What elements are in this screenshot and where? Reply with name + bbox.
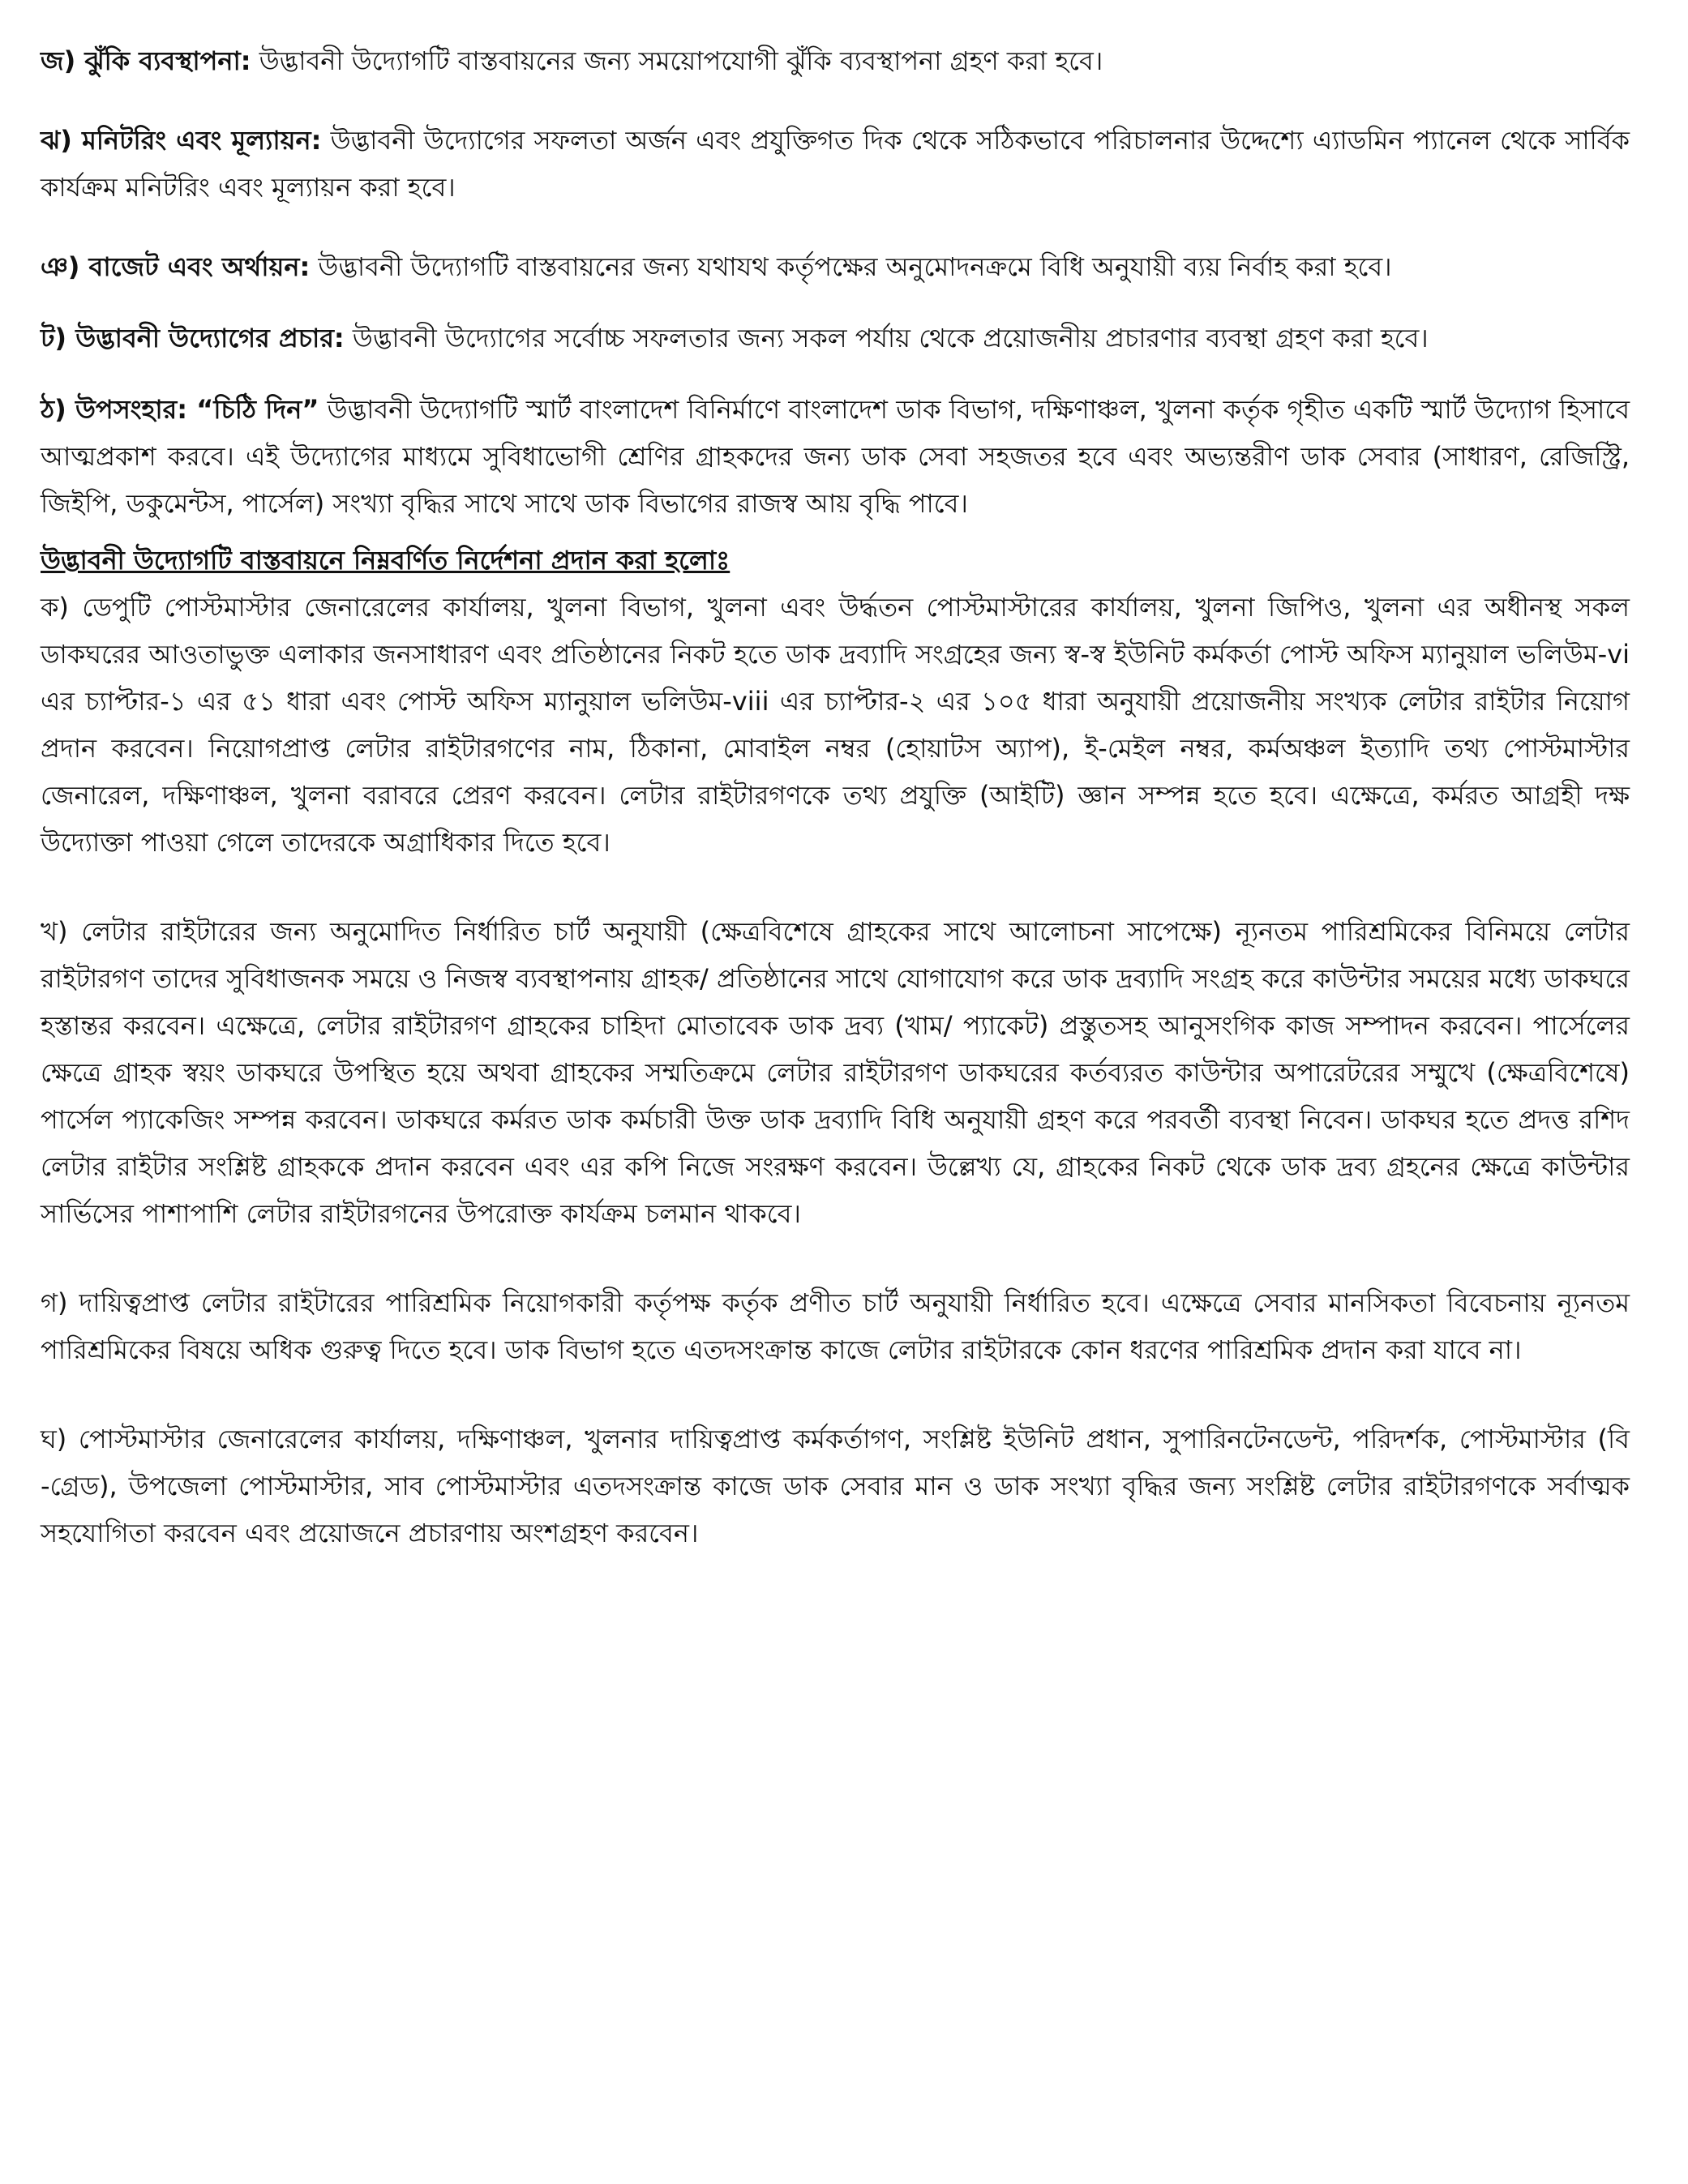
section-text: উদ্ভাবনী উদ্যোগের সফলতা অর্জন এবং প্রযুক্তিগত দিক থেকে সঠিকভাবে পরিচালনার উদ্দেশ্যে এ্যাডমিন প্যানেল থেকে সার্বিক কার্যক্রম মনিটরিং এবং মূল্যায়ন করা হবে। bbox=[41, 125, 1630, 203]
section-promotion bbox=[41, 315, 1630, 362]
section-text: উদ্ভাবনী উদ্যোগটি স্মার্ট বাংলাদেশ বিনির্মাণে বাংলাদেশ ডাক বিভাগ, দক্ষিণাঞ্চল, খুলনা কর্তৃক গৃহীত একটি স্মার্ট উদ্যোগ হিসাবে আত্মপ্রকাশ করবে। এই উদ্যোগের মাধ্যমে সুবিধাভোগী শ্রেণির গ্রাহকদের জন্য ডাক সেবা সহজতর হবে এবং অভ্যন্তরীণ ডাক সেবার (সাধারণ, রেজিস্ট্রি, জিইপি, ডকুমেন্টস, পার্সেল) সংখ্যা বৃদ্ধির সাথে সাথে ডাক বিভাগের রাজস্ব আয় বৃদ্ধি পাবে। bbox=[41, 394, 1630, 519]
section-label: ঝ) মনিটরিং এবং মূল্যায়ন: bbox=[41, 125, 322, 156]
section-text: উদ্ভাবনী উদ্যোগের সর্বোচ্চ সফলতার জন্য সকল পর্যায় থেকে প্রয়োজনীয় প্রচারণার ব্যবস্থা গ্রহণ করা হবে। bbox=[344, 323, 1429, 353]
directive-gha: ঘ) পোস্টমাস্টার জেনারেলের কার্যালয়, দক্ষিণাঞ্চল, খুলনার দায়িত্বপ্রাপ্ত কর্মকর্তাগণ, সংশ্লিষ্ট ইউনিট প্রধান, সুপারিনটেনডেন্ট, পরিদর্শক, পোস্টমাস্টার (বি -গ্রেড), উপজেলা পোস্টমাস্টার, সাব পোস্টমাস্টার এতদসংক্রান্ত কাজে ডাক সেবার মান ও ডাক সংখ্যা বৃদ্ধির জন্য সংশ্লিষ্ট লেটার রাইটারগণকে সর্বাত্মক সহযোগিতা করবেন এবং প্রয়োজনে প্রচারণায় অংশগ্রহণ করবেন। bbox=[41, 1424, 1630, 1548]
section-label: ট) উদ্ভাবনী উদ্যোগের প্রচার: bbox=[41, 323, 345, 353]
section-budget bbox=[41, 243, 1630, 290]
directives-heading: উদ্ভাবনী উদ্যোগটি বাস্তবায়নে নিম্নবর্ণিত নির্দেশনা প্রদান করা হলোঃ bbox=[41, 545, 730, 576]
section-risk-management bbox=[41, 37, 1630, 84]
section-text: উদ্ভাবনী উদ্যোগটি বাস্তবায়নের জন্য যথাযথ কর্তৃপক্ষের অনুমোদনক্রমে বিধি অনুযায়ী ব্যয় নির্বাহ করা হবে। bbox=[310, 251, 1392, 282]
section-conclusion bbox=[41, 386, 1630, 527]
section-label: জ) ঝুঁকি ব্যবস্থাপনা: bbox=[41, 45, 251, 76]
directive-ga: গ) দায়িত্বপ্রাপ্ত লেটার রাইটারের পারিশ্রমিক নিয়োগকারী কর্তৃপক্ষ কর্তৃক প্রণীত চার্ট অনুযায়ী নির্ধারিত হবে। এক্ষেত্রে সেবার মানসিকতা বিবেচনায় ন্যূনতম পারিশ্রমিকের বিষয়ে অধিক গুরুত্ব দিতে হবে। ডাক বিভাগ হতে এতদসংক্রান্ত কাজে লেটার রাইটারকে কোন ধরণের পারিশ্রমিক প্রদান করা যাবে না। bbox=[41, 1287, 1630, 1365]
section-label: ঞ) বাজেট এবং অর্থায়ন: bbox=[41, 251, 311, 282]
section-label: ঠ) উপসংহার: “চিঠি দিন” bbox=[41, 394, 319, 425]
directive-ka: ক) ডেপুটি পোস্টমাস্টার জেনারেলের কার্যালয়, খুলনা বিভাগ, খুলনা এবং উর্দ্ধতন পোস্টমাস্টারের কার্যালয়, খুলনা জিপিও, খুলনা এর অধীনস্থ সকল ডাকঘরের আওতাভুক্ত এলাকার জনসাধারণ এবং প্রতিষ্ঠানের নিকট হতে ডাক দ্রব্যাদি সংগ্রহের জন্য স্ব-স্ব ইউনিট কর্মকর্তা পোস্ট অফিস ম্যানুয়াল ভলিউম-vi এর চ্যাপ্টার-১ এর ৫১ ধারা এবং পোস্ট অফিস ম্যানুয়াল ভলিউম-viii এর চ্যাপ্টার-২ এর ১০৫ ধারা অনুযায়ী প্রয়োজনীয় সংখ্যক লেটার রাইটার নিয়োগ প্রদান করবেন। নিয়োগপ্রাপ্ত লেটার রাইটারগণের নাম, ঠিকানা, মোবাইল নম্বর (হোয়াটস অ্যাপ), ই-মেইল নম্বর, কর্মঅঞ্চল ইত্যাদি তথ্য পোস্টমাস্টার জেনারেল, দক্ষিণাঞ্চল, খুলনা বরাবরে প্রেরণ করবেন। লেটার রাইটারগণকে তথ্য প্রযুক্তি (আইটি) জ্ঞান সম্পন্ন হতে হবে। এক্ষেত্রে, কর্মরত আগ্রহী দক্ষ উদ্যোক্তা পাওয়া গেলে তাদেরকে অগ্রাধিকার দিতে হবে। bbox=[41, 592, 1630, 858]
section-text: উদ্ভাবনী উদ্যোগটি বাস্তবায়নের জন্য সময়োপযোগী ঝুঁকি ব্যবস্থাপনা গ্রহণ করা হবে। bbox=[251, 45, 1103, 76]
directive-kha: খ) লেটার রাইটারের জন্য অনুমোদিত নির্ধারিত চার্ট অনুযায়ী (ক্ষেত্রবিশেষে গ্রাহকের সাথে আলোচনা সাপেক্ষে) ন্যূনতম পারিশ্রমিকের বিনিময়ে লেটার রাইটারগণ তাদের সুবিধাজনক সময়ে ও নিজস্ব ব্যবস্থাপনায় গ্রাহক/ প্রতিষ্ঠানের সাথে যোগাযোগ করে ডাক দ্রব্যাদি সংগ্রহ করে কাউন্টার সময়ের মধ্যে ডাকঘরে হস্তান্তর করবেন। এক্ষেত্রে, লেটার রাইটারগণ গ্রাহকের চাহিদা মোতাবেক ডাক দ্রব্য (খাম/ প্যাকেট) প্রস্তুতসহ আনুসংগিক কাজ সম্পাদন করবেন। পার্সেলের ক্ষেত্রে গ্রাহক স্বয়ং ডাকঘরে উপস্থিত হয়ে অথবা গ্রাহকের সম্মতিক্রমে লেটার রাইটারগণ ডাকঘরের কর্তব্যরত কাউন্টার অপারেটরের সম্মুখে (ক্ষেত্রবিশেষে) পার্সেল প্যাকেজিং সম্পন্ন করবেন। ডাকঘরে কর্মরত ডাক কর্মচারী উক্ত ডাক দ্রব্যাদি বিধি অনুযায়ী গ্রহণ করে পরবর্তী ব্যবস্থা নিবেন। ডাকঘর হতে প্রদত্ত রশিদ লেটার রাইটার সংশ্লিষ্ট গ্রাহককে প্রদান করবেন এবং এর কপি নিজে সংরক্ষণ করবেন। উল্লেখ্য যে, গ্রাহকের নিকট থেকে ডাক দ্রব্য গ্রহনের ক্ষেত্রে কাউন্টার সার্ভিসের পাশাপাশি লেটার রাইটারগনের উপরোক্ত কার্যক্রম চলমান থাকবে। bbox=[41, 916, 1630, 1229]
section-monitoring bbox=[41, 117, 1630, 211]
